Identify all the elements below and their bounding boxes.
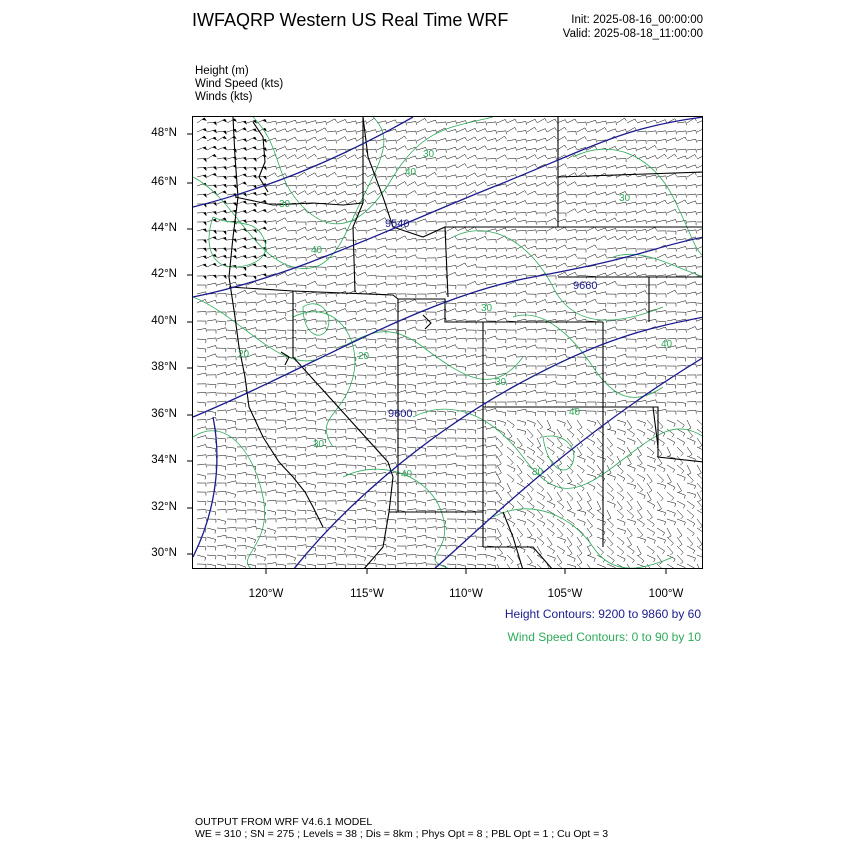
wind-speed-contour-label: 30: [481, 303, 493, 314]
wind-speed-contour-label: 20: [238, 349, 250, 360]
lat-label-48: 48°N: [151, 127, 177, 139]
variable-height: Height (m): [195, 65, 249, 77]
wind-speed-contour-label: 30: [619, 193, 631, 204]
lat-label-32: 32°N: [151, 501, 177, 513]
lon-label-100: 100°W: [648, 588, 684, 600]
lon-label-120: 120°W: [248, 588, 284, 600]
wind-speed-contour-label: 30: [532, 467, 544, 478]
height-contour-label: 9540: [385, 218, 410, 230]
lon-label-115: 115°W: [350, 588, 384, 600]
wind-contours-note: Wind Speed Contours: 0 to 90 by 10: [507, 630, 701, 644]
lat-label-38: 38°N: [151, 361, 177, 373]
model-version: OUTPUT FROM WRF V4.6.1 MODEL: [195, 816, 373, 828]
lon-label-105: 105°W: [547, 588, 583, 600]
wind-speed-contour-label: 40: [401, 469, 413, 480]
lat-label-34: 34°N: [151, 454, 177, 466]
height-contour-label: 9660: [573, 280, 598, 292]
init-valid-times: [540, 13, 703, 41]
wind-speed-contour-label: 30: [495, 377, 507, 388]
variable-wind-speed: Wind Speed (kts): [195, 78, 284, 90]
plot-title: IWFAQRP Western US Real Time WRF: [192, 10, 509, 30]
lat-label-44: 44°N: [151, 222, 177, 234]
valid-time: Valid: 2025-08-18_11:00:00: [562, 28, 703, 40]
variable-winds: Winds (kts): [195, 91, 253, 103]
init-time: Init: 2025-08-16_00:00:00: [571, 14, 703, 26]
lat-label-30: 30°N: [151, 547, 177, 559]
height-contours-note: Height Contours: 9200 to 9860 by 60: [504, 607, 701, 621]
wind-speed-contour-label: 30: [313, 439, 325, 450]
wind-speed-contour-label: 30: [423, 149, 435, 160]
lat-label-46: 46°N: [151, 176, 177, 188]
wind-speed-contour-label: 40: [311, 245, 323, 256]
variable-legend: [195, 65, 283, 104]
lon-label-110: 110°W: [449, 588, 483, 600]
wind-speed-contour-label: 40: [405, 167, 417, 178]
wind-speed-contour-label: 40: [569, 407, 581, 418]
model-config: WE = 310 ; SN = 275 ; Levels = 38 ; Dis = 8km ; Phys Opt = 8 ; PBL Opt = 1 ; Cu Opt = 3: [195, 828, 609, 840]
height-contour-label: 9600: [388, 408, 413, 420]
lat-label-40: 40°N: [151, 315, 177, 327]
wind-speed-contour-label: 30: [279, 199, 291, 210]
wind-speed-contour-label: 20: [358, 351, 370, 362]
axis-ticks: [180, 110, 710, 585]
wind-speed-contour-label: 40: [661, 339, 673, 350]
model-info: [195, 816, 608, 840]
lat-label-36: 36°N: [151, 408, 177, 420]
lat-label-42: 42°N: [151, 268, 177, 280]
